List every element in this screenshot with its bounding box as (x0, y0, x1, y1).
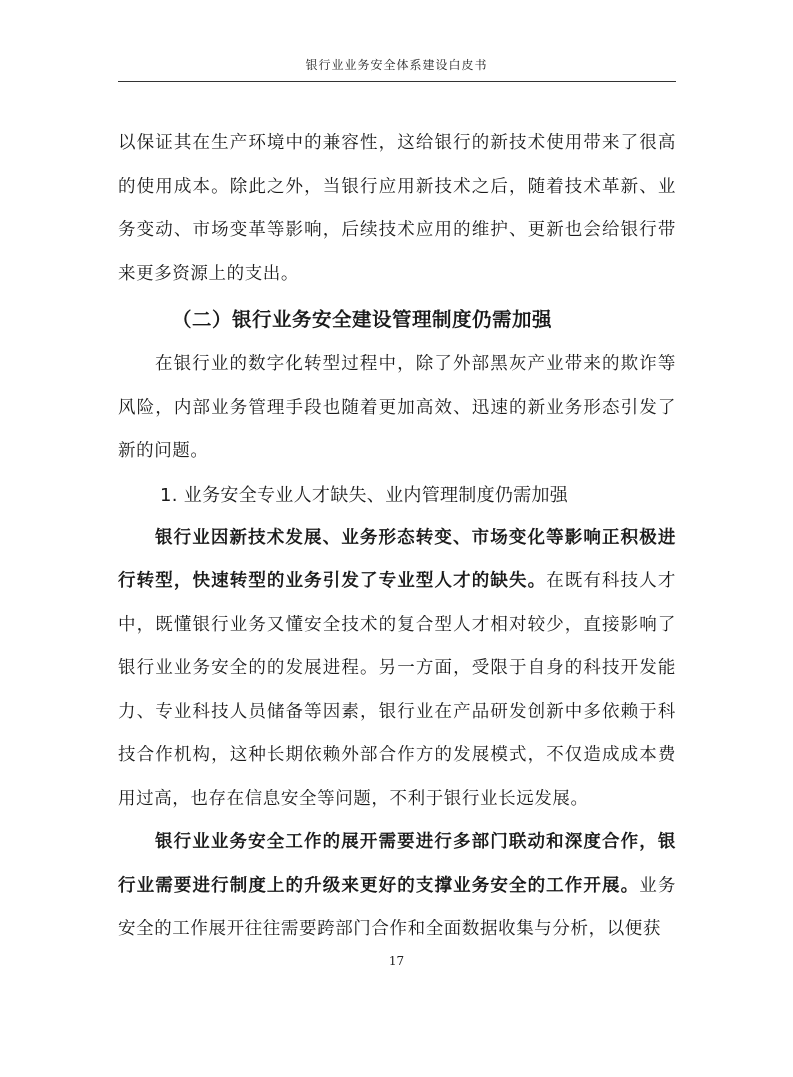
page-number: 17 (388, 954, 405, 968)
header-rule (118, 81, 676, 82)
paragraph-3-text: 在既有科技人才中，既懂银行业务又懂安全技术的复合型人才相对较少，直接影响了银行业业务安全的的发展进程。另一方面，受限于自身的科技开发能力、专业科技人员储备等因素，银行业在产品研发创新中多依赖于科技合作机构，这种长期依赖外部合作方的发展模式，不仅造成成本费用过高，也存在信息安全等问题，不利于银行业长远发展。 (118, 571, 676, 809)
paragraph-3 (118, 517, 676, 822)
paragraph-1: 以保证其在生产环境中的兼容性，这给银行的新技术使用带来了很高的使用成本。除此之外，当银行应用新技术之后，随着技术革新、业务变动、市场变革等影响，后续技术应用的维护、更新也会给银行带来更多资源上的支出。 (118, 133, 676, 284)
page-body (118, 122, 676, 952)
running-header: 银行业业务安全体系建设白皮书 (305, 58, 488, 72)
paragraph-3-bold-lead: 银行业因新技术发展、业务形态转变、市场变化等影响正积极进行转型，快速转型的业务引发了专业型人才的缺失。 (118, 527, 676, 591)
paragraph-4 (118, 821, 676, 952)
section-heading: （二）银行业务安全建设管理制度仍需加强 (172, 308, 553, 331)
paragraph-2: 在银行业的数字化转型过程中，除了外部黑灰产业带来的欺诈等风险，内部业务管理手段也随着更加高效、迅速的新业务形态引发了新的问题。 (118, 354, 676, 461)
paragraph-4-bold-lead: 银行业业务安全工作的展开需要进行多部门联动和深度合作，银行业需要进行制度上的升级来更好的支撑业务安全的工作开展。 (118, 832, 676, 896)
subsection-heading: 1. 业务安全专业人才缺失、业内管理制度仍需加强 (160, 484, 569, 506)
paragraph-4-text: 业务安全的工作展开往往需要跨部门合作和全面数据收集与分析，以便获 (118, 875, 676, 939)
